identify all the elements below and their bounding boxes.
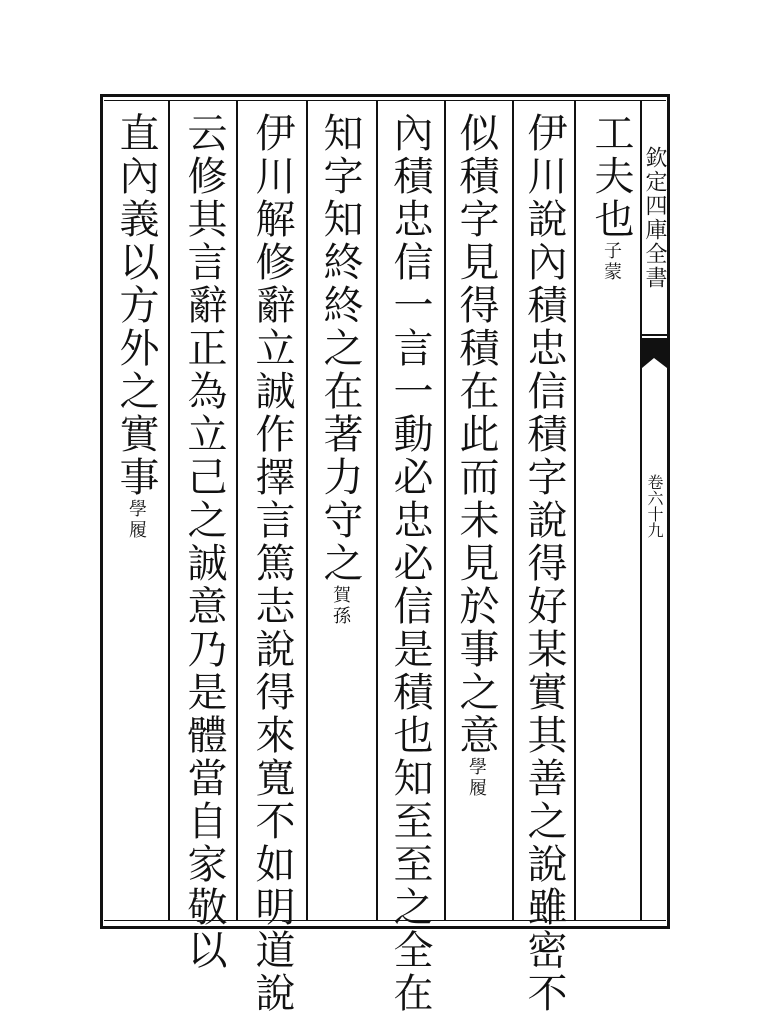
volume-label: 卷六十九: [645, 474, 664, 538]
column-text: 知字知終終之在著力守之: [317, 112, 363, 585]
top-inner-border: [104, 100, 666, 101]
column-divider: [444, 100, 446, 920]
column-divider: [574, 100, 576, 920]
left-border: [100, 94, 103, 929]
column-text: 伊川說內積忠信積字說得好某實其善之說雖密不: [521, 112, 567, 1015]
column-divider: [512, 100, 514, 920]
source-note: 賀孫: [330, 585, 351, 627]
text-column-8: [110, 112, 162, 912]
column-divider: [376, 100, 378, 920]
source-note: 子蒙: [601, 241, 622, 283]
book-title: 欽定四庫全書: [642, 146, 667, 290]
column-text: 似積字見得積在此而未見於事之意: [453, 112, 499, 757]
text-column-7: [178, 112, 230, 972]
text-column-3: [450, 112, 502, 912]
column-divider: [236, 100, 238, 920]
column-divider: [306, 100, 308, 920]
text-column-5: [314, 112, 366, 912]
top-border: [100, 94, 670, 97]
column-text: 伊川解修辭立誠作擇言篤志說得來寬不如明道說: [249, 112, 295, 1015]
source-note: 學履: [126, 499, 147, 541]
column-divider: [168, 100, 170, 920]
fish-tail-mark: [642, 338, 667, 368]
column-text: 直內義以方外之實事: [113, 112, 159, 499]
text-column-2: [518, 112, 570, 1015]
column-text: 工夫也: [588, 112, 634, 241]
source-note: 學履: [466, 757, 487, 799]
column-text: 內積忠信一言一動必忠必信是積也知至至之全在: [387, 112, 433, 1015]
column-text: 云修其言辭正為立己之誠意乃是體當自家敬以: [181, 112, 227, 972]
text-column-1: [585, 112, 637, 912]
right-border: [667, 94, 670, 929]
text-column-6: [246, 112, 298, 1015]
text-column-4: [384, 112, 436, 1015]
